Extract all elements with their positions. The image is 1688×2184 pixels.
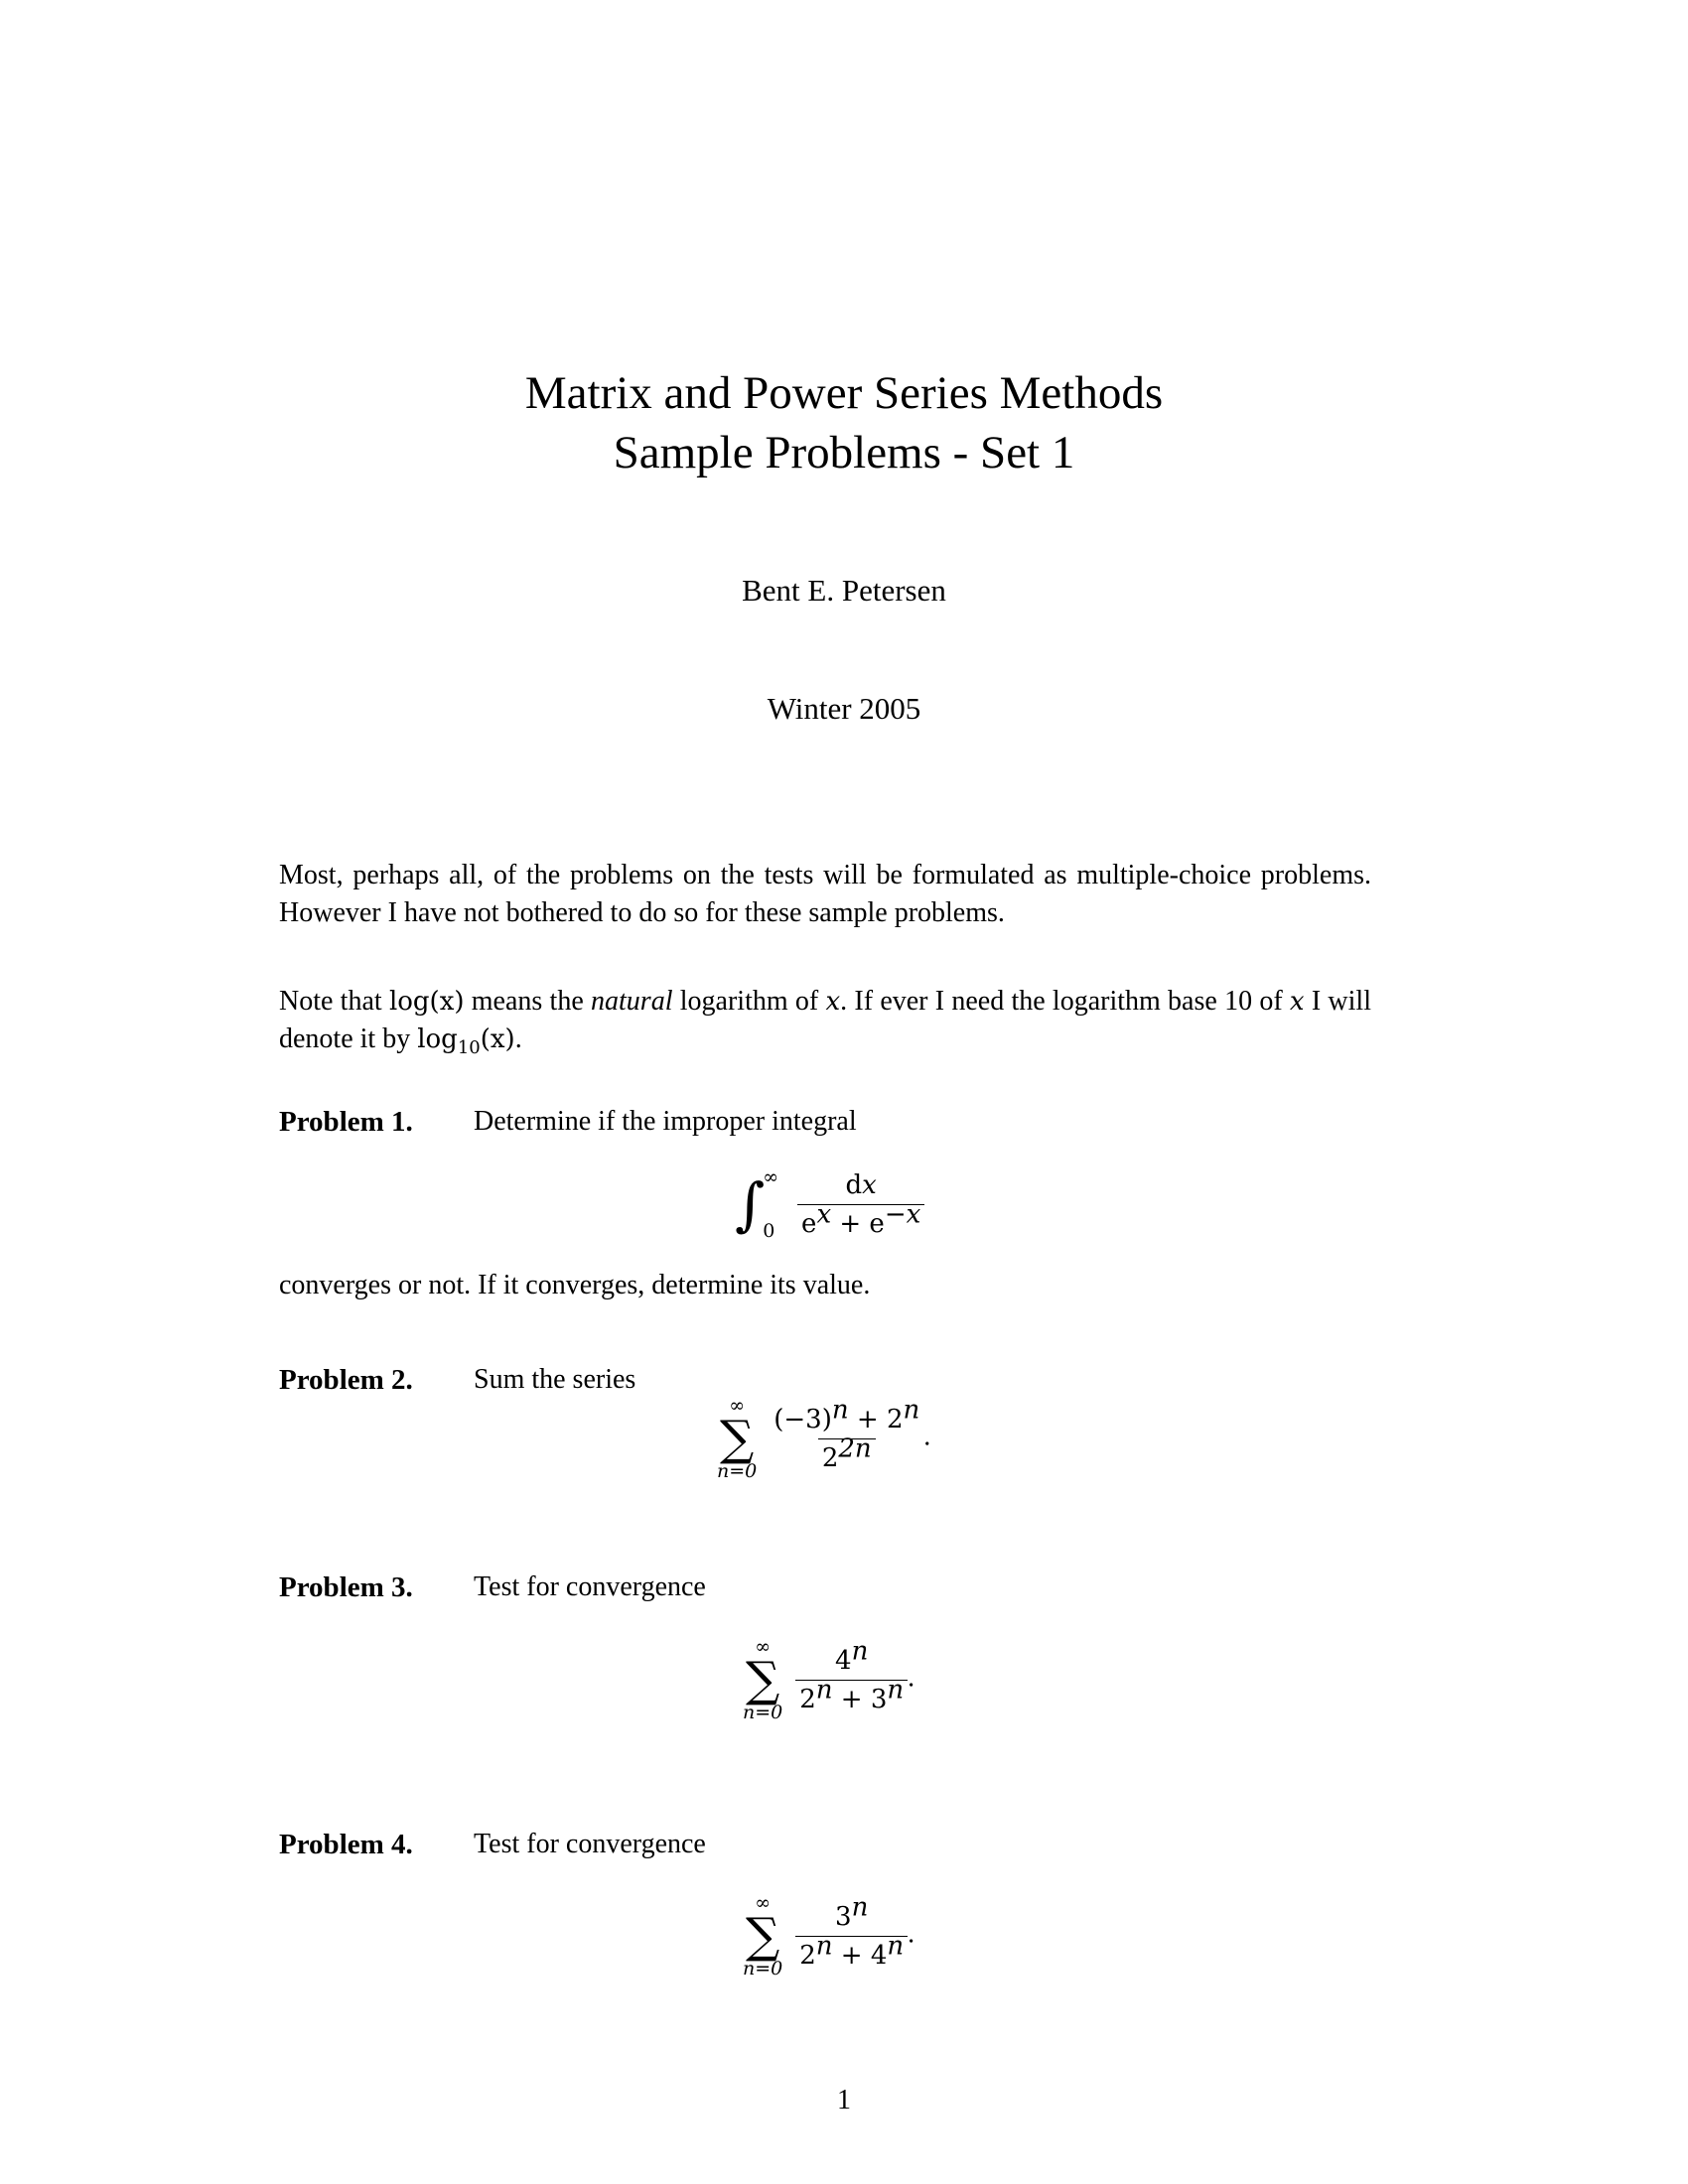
problem-2-label: Problem 2. bbox=[279, 1364, 413, 1396]
exponent: 2n bbox=[838, 1433, 872, 1463]
document-title bbox=[0, 363, 1688, 482]
problem-3-label: Problem 3. bbox=[279, 1571, 413, 1603]
exponent: n bbox=[815, 1930, 833, 1961]
denominator bbox=[795, 1674, 908, 1714]
numerator bbox=[831, 1891, 872, 1936]
exponent: n bbox=[887, 1674, 905, 1705]
text: means the bbox=[464, 986, 592, 1017]
term: + 4 bbox=[832, 1940, 888, 1971]
denominator bbox=[795, 1930, 908, 1971]
exponent: n bbox=[903, 1394, 920, 1425]
denominator bbox=[797, 1198, 924, 1239]
problem-2-series bbox=[717, 1395, 930, 1482]
problem-1-label: Problem 1. bbox=[279, 1106, 413, 1138]
text: . If ever I need the logarithm base 10 of bbox=[840, 986, 1290, 1017]
term: + 2 bbox=[848, 1404, 904, 1434]
problem-2-text: Sum the series bbox=[474, 1364, 636, 1395]
fraction bbox=[795, 1635, 908, 1714]
text: . bbox=[514, 1024, 522, 1054]
sigma-icon: ∑ bbox=[745, 1652, 780, 1707]
date: Winter 2005 bbox=[767, 691, 921, 726]
period: . bbox=[923, 1421, 931, 1452]
exponent: n bbox=[851, 1891, 869, 1922]
period: . bbox=[908, 1662, 915, 1694]
lower-limit: n=0 bbox=[743, 1958, 783, 1979]
math-x: x bbox=[1289, 987, 1305, 1017]
title-line-2: Sample Problems - Set 1 bbox=[613, 427, 1075, 478]
sigma-icon: ∑ bbox=[719, 1411, 755, 1466]
term: 3 bbox=[835, 1901, 852, 1932]
intro-paragraph-2 bbox=[279, 983, 1371, 1058]
emphasis-natural: natural bbox=[591, 986, 673, 1017]
log: log bbox=[417, 1024, 458, 1054]
upper-limit: ∞ bbox=[763, 1166, 779, 1188]
exponent: n bbox=[831, 1394, 849, 1425]
plus-e: + e bbox=[831, 1208, 885, 1239]
lower-limit: n=0 bbox=[717, 1460, 758, 1482]
summation bbox=[743, 1636, 782, 1723]
problem-1-after: converges or not. If it converges, determine its value. bbox=[279, 1270, 871, 1300]
upper-limit: ∞ bbox=[755, 1892, 772, 1914]
period: . bbox=[908, 1918, 915, 1950]
lower-limit: 0 bbox=[763, 1220, 775, 1242]
math-log10 bbox=[417, 1024, 515, 1059]
numerator bbox=[831, 1635, 872, 1680]
numerator: dx bbox=[845, 1169, 877, 1200]
exponent: n bbox=[887, 1930, 905, 1961]
problem-4-series bbox=[743, 1892, 914, 1979]
fraction bbox=[795, 1891, 908, 1971]
integral-sign bbox=[735, 1166, 778, 1242]
page-number: 1 bbox=[837, 2085, 851, 2116]
exponent: −x bbox=[884, 1198, 921, 1229]
problem-3-series bbox=[743, 1636, 914, 1723]
fraction bbox=[797, 1170, 924, 1239]
term: 2 bbox=[821, 1442, 839, 1473]
exponent: n bbox=[815, 1674, 833, 1705]
text: logarithm of bbox=[672, 986, 826, 1017]
summation bbox=[743, 1892, 782, 1979]
term: (−3) bbox=[774, 1404, 832, 1434]
math-x: x bbox=[825, 987, 841, 1017]
summation bbox=[717, 1395, 757, 1482]
term: 2 bbox=[799, 1684, 816, 1714]
exponent: x bbox=[816, 1198, 832, 1229]
text: Note that bbox=[279, 986, 389, 1017]
author: Bent E. Petersen bbox=[742, 573, 946, 608]
e: e bbox=[801, 1208, 817, 1239]
lower-limit: n=0 bbox=[743, 1702, 783, 1723]
title-line-1: Matrix and Power Series Methods bbox=[524, 367, 1164, 419]
term: 2 bbox=[799, 1940, 816, 1971]
intro-paragraph-1: Most, perhaps all, of the problems on the tests will be formulated as multiple-choice problems. However I have not bothered to do so for these sample problems. bbox=[279, 860, 1371, 928]
term: + 3 bbox=[832, 1684, 888, 1714]
math-log: log(x) bbox=[388, 987, 465, 1017]
problem-4-text: Test for convergence bbox=[474, 1829, 706, 1859]
denominator bbox=[818, 1433, 876, 1473]
upper-limit: ∞ bbox=[729, 1395, 746, 1417]
fraction bbox=[770, 1394, 923, 1473]
problem-3-text: Test for convergence bbox=[474, 1571, 706, 1602]
sigma-icon: ∑ bbox=[745, 1908, 780, 1964]
problem-4-label: Problem 4. bbox=[279, 1829, 413, 1860]
problem-1-integral bbox=[735, 1166, 924, 1242]
term: 4 bbox=[835, 1645, 852, 1676]
upper-limit: ∞ bbox=[755, 1636, 772, 1658]
exponent: n bbox=[851, 1635, 869, 1666]
problem-1-text: Determine if the improper integral bbox=[474, 1106, 857, 1137]
log-subscript: 10 bbox=[457, 1037, 481, 1059]
text: I will denote it by bbox=[279, 986, 1371, 1054]
integral-icon: ∫ bbox=[735, 1170, 766, 1238]
log-arg: (x) bbox=[480, 1024, 515, 1054]
